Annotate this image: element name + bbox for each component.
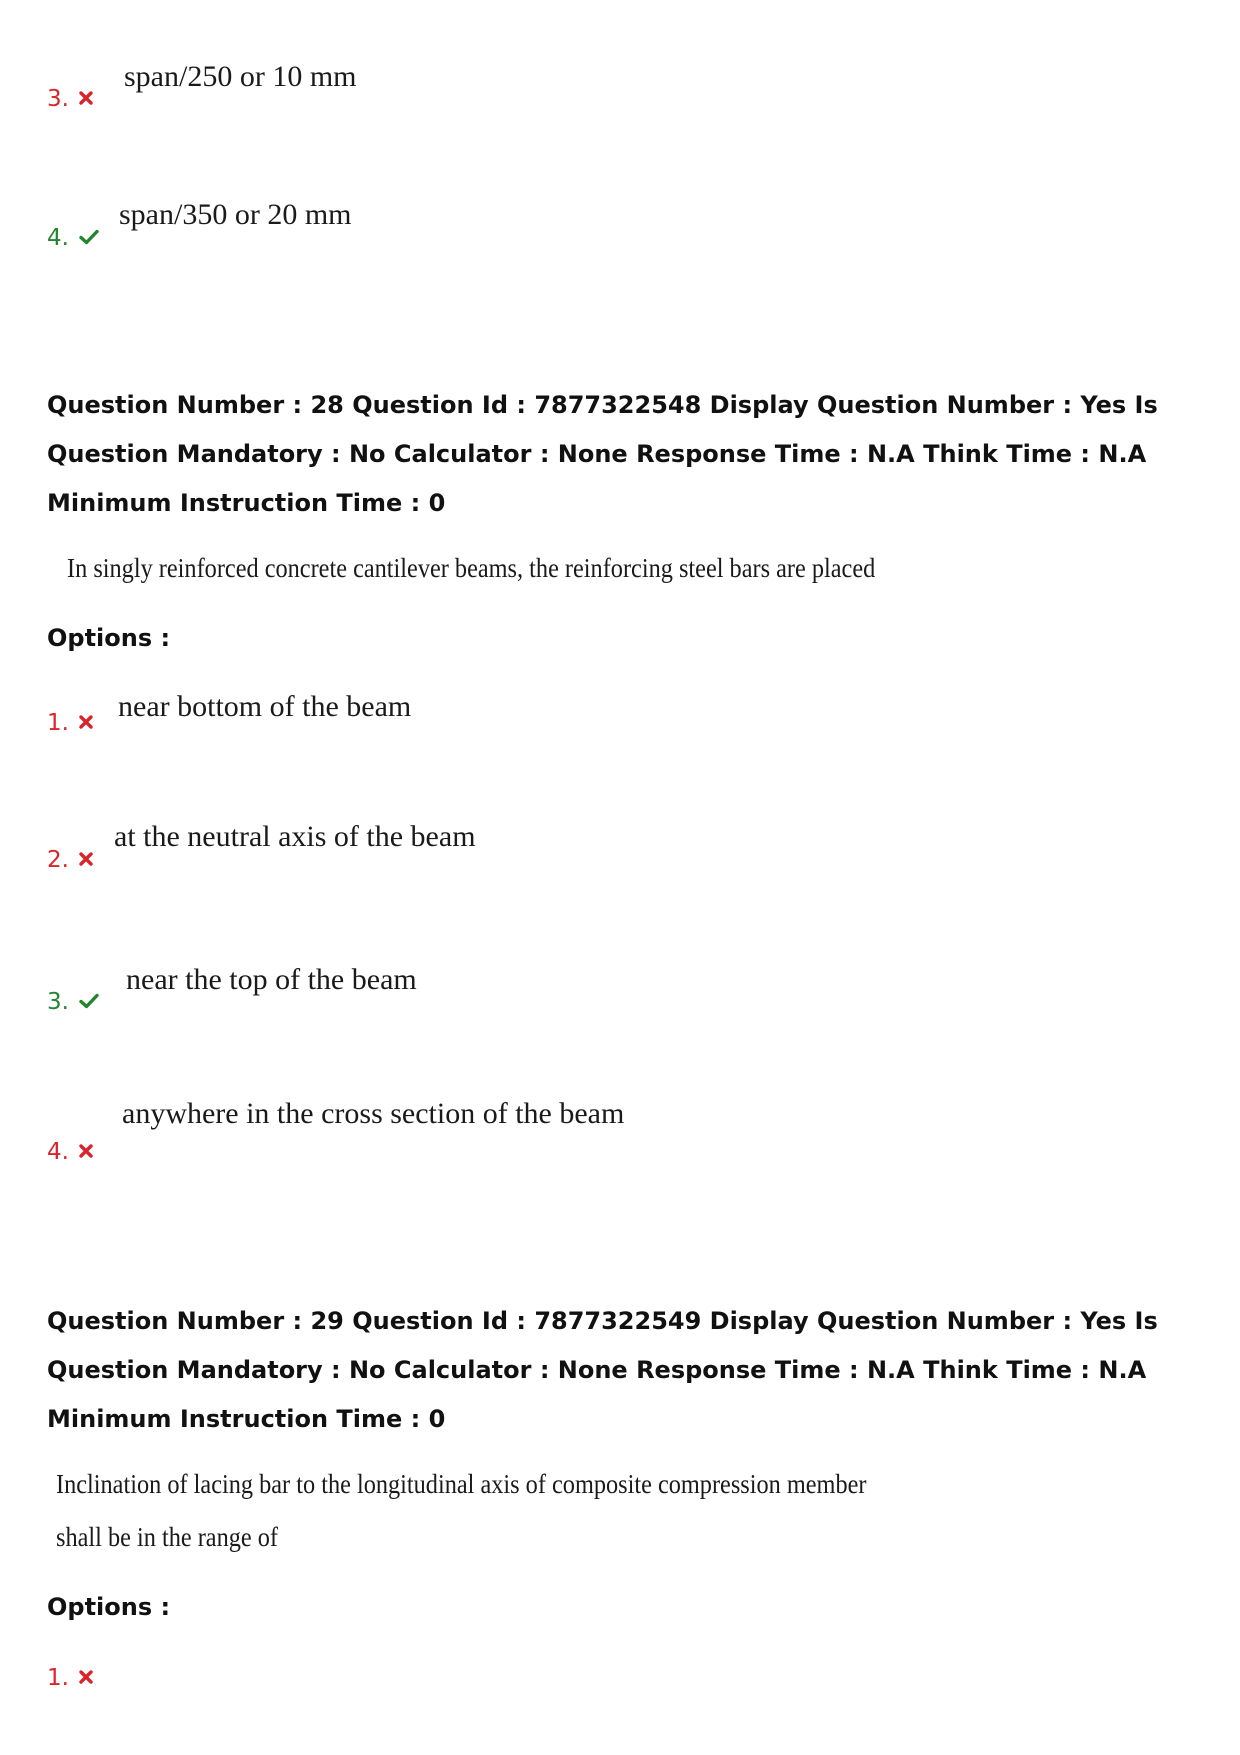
options-label: Options : <box>47 624 171 652</box>
q28-option-3-number: 3. <box>47 991 99 1014</box>
q28-option-1-number: 1. <box>47 712 93 735</box>
q28-option-2-text: at the neutral axis of the beam <box>114 820 476 853</box>
q28-option-3-text: near the top of the beam <box>126 963 417 996</box>
option-4-number: 4. <box>47 227 99 250</box>
question-29-header: Question Number : 29 Question Id : 7877322549 Display Question Number : Yes Is Question Mandatory : No Calculator : None Response Time : N.A Think Time : N.A Minimum Instruction Time : 0 <box>47 1307 1158 1433</box>
option-3-number: 3. <box>47 88 93 111</box>
question-28-header: Question Number : 28 Question Id : 7877322548 Display Question Number : Yes Is Question Mandatory : No Calculator : None Response Time : N.A Think Time : N.A Minimum Instruction Time : 0 <box>47 391 1158 517</box>
cross-icon <box>79 91 93 105</box>
check-icon <box>79 993 99 1009</box>
q28-option-1-text: near bottom of the beam <box>118 690 412 723</box>
cross-icon <box>79 852 93 866</box>
q28-option-4-text: anywhere in the cross section of the beam <box>122 1097 625 1130</box>
check-icon <box>79 229 99 245</box>
q29-option-1-number: 1. <box>47 1667 93 1690</box>
question-28-text: In singly reinforced concrete cantilever beams, the reinforcing steel bars are placed <box>67 553 876 583</box>
cross-icon <box>79 1144 93 1158</box>
q28-option-4-number: 4. <box>47 1141 93 1164</box>
question-29-text-line-2: shall be in the range of <box>56 1522 279 1552</box>
q28-option-2-number: 2. <box>47 849 93 872</box>
option-3-text: span/250 or 10 mm <box>124 60 357 93</box>
option-4-text: span/350 or 20 mm <box>119 198 352 231</box>
cross-icon <box>79 715 93 729</box>
cross-icon <box>79 1670 93 1684</box>
question-29-text-line-1: Inclination of lacing bar to the longitudinal axis of composite compression member <box>56 1469 867 1499</box>
options-label: Options : <box>47 1593 171 1621</box>
